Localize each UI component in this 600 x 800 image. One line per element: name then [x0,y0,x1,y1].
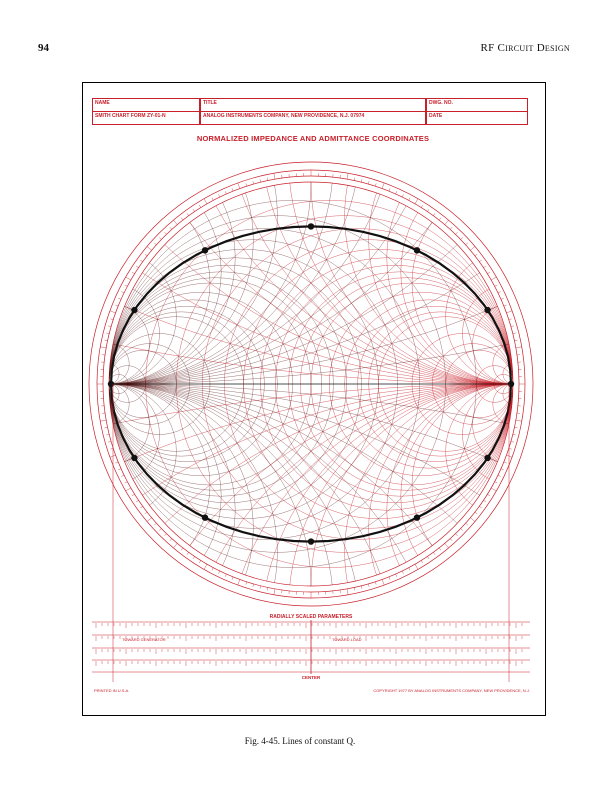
ring-tick [402,571,403,574]
scales-title: RADIALLY SCALED PARAMETERS [269,614,353,620]
ring-tick [204,199,207,204]
susceptance-arc [82,384,544,714]
ring-tick [147,518,152,522]
q-marker [131,307,137,313]
form-cell: SMITH CHART FORM ZY-01-N [92,111,200,125]
ring-tick [118,469,121,470]
ring-tick [455,232,457,234]
ring-tick [506,311,512,313]
ring-tick [470,518,475,522]
chart-heading: NORMALIZED IMPEDANCE AND ADMITTANCE COORDINATES [196,134,430,143]
ring-tick [238,183,240,189]
ring-tick [402,194,403,197]
susceptance-arc [82,160,221,384]
ring-tick [382,183,384,189]
ring-tick [193,556,195,558]
susceptance-arc [82,384,277,714]
ring-tick [347,173,348,179]
ring-tick [232,577,233,580]
ring-tick [504,305,507,306]
ring-tick [132,494,135,496]
ring-tick [219,194,220,197]
susceptance-arc [82,384,544,714]
ring-tick [212,198,213,201]
ring-tick [354,587,355,590]
reactance-arc [224,384,544,714]
ring-tick [361,179,362,182]
q-marker [202,247,208,253]
ring-tick [491,488,496,491]
ring-tick [164,232,166,234]
susceptance-arc [82,384,446,714]
ring-tick [389,188,390,191]
ring-tick [232,188,233,191]
reactance-arc [369,384,544,673]
reactance-arc [82,384,544,714]
ring-tick [126,488,131,491]
reactance-arc [412,384,544,586]
ring-tick [516,420,522,421]
ring-tick [461,237,463,239]
ring-tick [105,340,108,341]
ring-tick [375,582,376,585]
q-marker [308,538,314,544]
reactance-arc [345,384,544,714]
ring-tick [274,173,275,179]
company-cell: ANALOG INSTRUMENTS COMPANY, NEW PROVIDENCE, N.J. 07974 [200,111,426,125]
title-cell: TITLE [200,98,426,112]
susceptance-arc [82,132,235,385]
susceptance-arc [82,82,362,384]
ring-tick [253,181,254,184]
ring-tick [396,574,397,577]
reactance-arc [176,384,544,714]
ring-tick [219,571,220,574]
susceptance-arc [82,82,277,384]
copyright-label: COPYRIGHT 1977 BY ANALOG INSTRUMENTS COMPANY, NEW PROVIDENCE, N.J. [373,688,530,693]
ring-tick [491,277,496,280]
figure-caption: Fig. 4-45. Lines of constant Q. [244,736,356,746]
ring-tick [173,220,177,225]
ring-tick [516,347,522,348]
name-cell: NAME [92,98,200,112]
ring-tick [212,568,213,571]
ring-tick [513,333,516,334]
ring-tick [421,560,423,563]
susceptance-arc [82,82,513,384]
q-marker [202,514,208,520]
ring-tick [106,333,109,334]
ring-tick [511,326,514,327]
toward-load-label: TOWARD LOAD [332,637,362,642]
ring-tick [274,589,275,595]
ring-tick [455,534,457,536]
ring-tick [121,292,124,293]
radial-scales [92,620,530,674]
susceptance-arc [82,384,235,637]
ring-tick [375,183,376,186]
q-marker [414,247,420,253]
ring-tick [108,326,111,327]
ring-tick [501,298,504,299]
running-head: RF Circuit Design [480,42,570,54]
ring-tick [110,319,113,320]
reactance-arc [387,132,544,385]
ring-tick [361,586,362,589]
susceptance-arc [82,384,398,714]
ring-tick [110,455,116,457]
center-label: CENTER [301,675,321,680]
ring-tick [514,340,517,341]
ring-tick [409,198,410,201]
ring-tick [470,246,475,250]
ring-tick [145,512,147,514]
reactance-arc [311,82,544,384]
ring-tick [501,469,504,470]
ring-tick [181,548,183,550]
ring-tick [514,427,517,428]
ring-tick [105,427,108,428]
ring-tick [187,552,189,554]
date-cell: DATE [426,111,528,125]
ring-tick [487,272,490,274]
ring-tick [479,506,481,508]
susceptance-arc [82,182,210,384]
ring-tick [513,434,516,435]
scale-ticks [96,623,522,666]
ring-tick [511,441,514,442]
ring-tick [498,292,501,293]
printed-label: PRINTED IN U.S.A. [94,688,130,693]
ring-tick [504,462,507,463]
ring-tick [199,560,201,563]
ring-tick [121,475,124,476]
reactance-arc [82,384,544,714]
ring-tick [170,539,172,541]
ring-tick [427,556,429,558]
toward-generator-label: TOWARD GENERATOR [122,637,166,642]
ring-tick [495,285,498,286]
ring-tick [439,548,441,550]
ring-tick [118,298,121,299]
reactance-arc [82,384,544,714]
ring-tick [170,227,172,229]
ring-tick [421,205,423,208]
ring-tick [479,260,481,262]
susceptance-arc [82,82,446,384]
ring-tick [238,579,240,585]
ring-tick [445,220,449,225]
ring-tick [100,420,106,421]
ring-tick [173,543,177,548]
ring-tick [110,311,116,313]
ring-tick [225,574,226,577]
ring-tick [389,577,390,580]
susceptance-arc [82,384,544,714]
ring-tick [433,552,435,554]
ring-tick [475,254,477,256]
ring-tick [154,243,156,245]
ring-tick [409,568,410,571]
ring-tick [450,227,452,229]
susceptance-arc [82,384,221,608]
ring-tick [154,523,156,525]
susceptance-arc [82,384,544,714]
reactance-arc [224,82,544,384]
ring-tick [187,213,189,215]
ring-tick [106,434,109,435]
ring-tick [132,272,135,274]
ring-tick [498,475,501,476]
ring-tick [246,582,247,585]
ring-tick [140,260,142,262]
susceptance-arc [82,384,210,586]
ring-tick [253,584,254,587]
ring-tick [246,183,247,186]
ring-tick [415,564,418,569]
q-marker [131,455,137,461]
ring-tick [136,500,138,502]
reactance-arc [176,82,544,384]
ring-tick [100,347,106,348]
ring-tick [204,564,207,569]
ring-tick [108,441,111,442]
susceptance-arc [82,82,398,384]
ring-tick [466,243,468,245]
ring-tick [159,237,161,239]
ring-tick [396,191,397,194]
ring-tick [159,528,161,530]
reactance-arc [82,384,544,714]
ring-tick [115,462,118,463]
smith-chart [82,82,544,714]
ring-tick [461,528,463,530]
ring-tick [181,218,183,220]
ring-tick [199,205,201,208]
q-marker [308,223,314,229]
ring-tick [125,285,128,286]
reactance-arc [109,82,544,384]
ring-tick [368,181,369,184]
ring-tick [267,178,268,181]
reactance-arc [387,384,544,637]
q-marker [484,455,490,461]
ring-tick [495,482,498,483]
reactance-arc [369,95,544,384]
ring-tick [382,579,384,585]
ring-tick [115,305,118,306]
ring-tick [433,213,435,215]
ring-tick [475,512,477,514]
ring-tick [427,209,429,211]
ring-tick [354,178,355,181]
q-marker [484,307,490,313]
ring-tick [260,586,261,589]
ring-tick [136,266,138,268]
ring-tick [509,319,512,320]
dwg-no-cell: DWG. NO. [426,98,528,112]
ring-tick [445,543,449,548]
ring-tick [125,482,128,483]
q-marker [414,514,420,520]
ring-tick [450,539,452,541]
ring-tick [126,277,131,280]
ring-tick [145,254,147,256]
ring-tick [164,534,166,536]
page-number: 94 [38,42,49,54]
ring-tick [483,266,485,268]
ring-tick [147,246,152,250]
ring-tick [260,179,261,182]
ring-tick [368,584,369,587]
ring-tick [193,209,195,211]
ring-tick [267,587,268,590]
ring-tick [483,500,485,502]
susceptance-arc [82,384,513,714]
ring-tick [347,589,348,595]
ring-tick [487,494,490,496]
reactance-arc [412,182,544,384]
ring-tick [466,523,468,525]
ring-tick [225,191,226,194]
ring-tick [439,218,441,220]
ring-tick [415,199,418,204]
ring-tick [506,455,512,457]
ring-tick [140,506,142,508]
